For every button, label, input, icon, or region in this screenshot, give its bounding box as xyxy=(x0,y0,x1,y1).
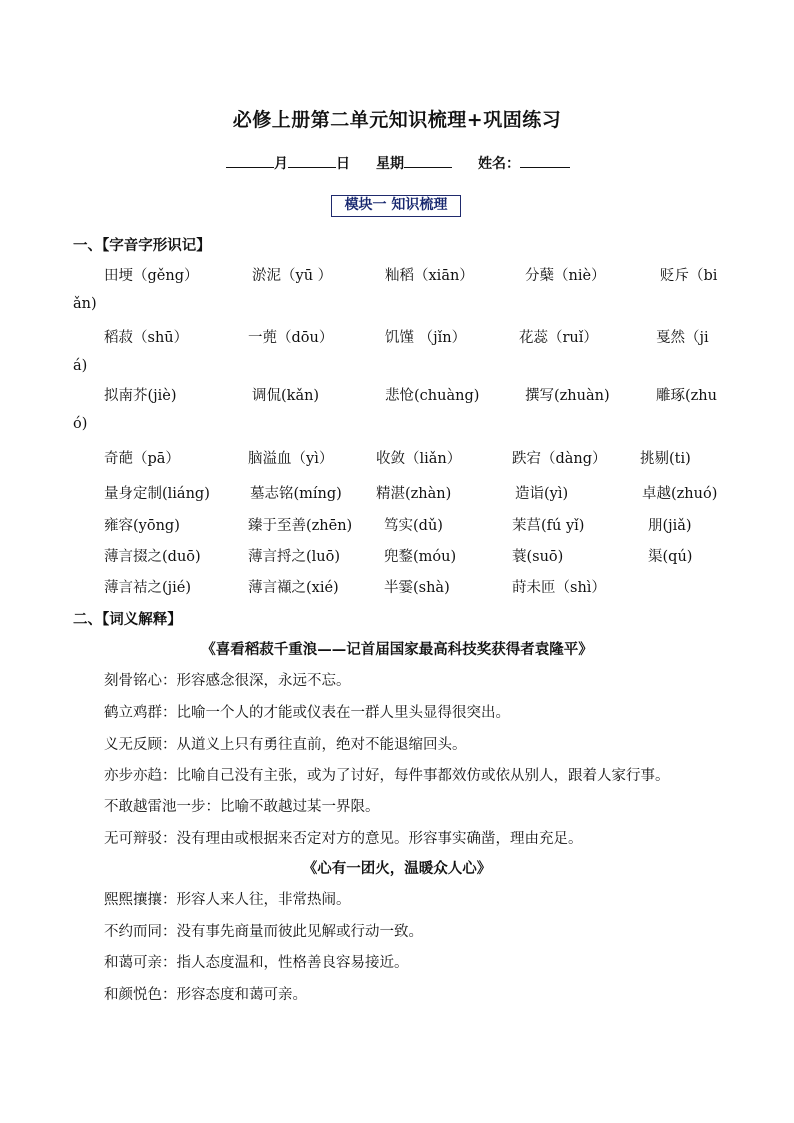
pinyin-row xyxy=(0,384,794,408)
pinyin-row xyxy=(0,416,794,440)
definition-item: 不约而同：没有事先商量而彼此见解或行动一致。 xyxy=(104,924,423,940)
pinyin-item: 脑溢血（yì） xyxy=(248,451,334,467)
pinyin-item: 墓志铭(míng) xyxy=(250,486,342,502)
pinyin-item: 薄言掇之(duō) xyxy=(104,549,201,565)
pinyin-item: 造诣(yì) xyxy=(515,486,569,502)
name-blank[interactable] xyxy=(520,153,570,168)
pinyin-item: 分蘖（niè） xyxy=(525,268,606,284)
pinyin-item: 雕琢(zhu xyxy=(656,388,717,404)
pinyin-item: 渠(qú) xyxy=(648,549,693,565)
pinyin-item: ǎn) xyxy=(73,296,97,312)
pinyin-item: 笃实(dǔ) xyxy=(384,518,443,534)
pinyin-item: 半霎(shà) xyxy=(384,580,450,596)
pinyin-item: 田埂（gěng） xyxy=(104,268,199,284)
pinyin-row xyxy=(0,482,794,506)
pinyin-item: 戛然（ji xyxy=(656,330,709,346)
pinyin-row xyxy=(0,358,794,382)
definition-item: 无可辩驳：没有理由或根据来否定对方的意见。形容事实确凿，理由充足。 xyxy=(104,831,583,847)
pinyin-item: 淤泥（yū ） xyxy=(252,268,333,284)
pinyin-item: 薄言襭之(xié) xyxy=(248,580,339,596)
pinyin-item: 籼稻（xiān） xyxy=(385,268,474,284)
name-label: 姓名： xyxy=(478,156,520,172)
pinyin-item: 卓越(zhuó) xyxy=(642,486,718,502)
definition-item: 和颜悦色：形容态度和蔼可亲。 xyxy=(104,987,307,1003)
week-label: 星期 xyxy=(376,156,404,172)
pinyin-item: 挑剔(ti) xyxy=(640,451,691,467)
pinyin-item: 莳未匝（shì） xyxy=(512,580,606,596)
pinyin-item: 奇葩（pā） xyxy=(104,451,180,467)
pinyin-item: 臻于至善(zhēn) xyxy=(248,518,353,534)
pinyin-item: 收敛（liǎn） xyxy=(376,451,462,467)
definition-item: 不敢越雷池一步：比喻不敢越过某一界限。 xyxy=(104,799,380,815)
pinyin-item: ó) xyxy=(73,416,88,432)
section-pronunciation-heading: 一、【字音字形识记】 xyxy=(73,238,211,254)
pinyin-item: 撰写(zhuàn) xyxy=(525,388,610,404)
pinyin-item: 茉莒(fú yǐ) xyxy=(512,518,585,534)
article-title-2: 《心有一团火，温暖众人心》 xyxy=(302,860,492,877)
pinyin-item: 跌宕（dàng） xyxy=(512,451,607,467)
pinyin-item: 调侃(kǎn) xyxy=(252,388,320,404)
page-title: 必修上册第二单元知识梳理+巩固练习 xyxy=(232,109,562,131)
definition-item: 刻骨铭心：形容感念很深，永远不忘。 xyxy=(104,673,351,689)
pinyin-item: á) xyxy=(73,358,88,374)
definition-item: 义无反顾：从道义上只有勇往直前，绝对不能退缩回头。 xyxy=(104,737,467,753)
pinyin-item: 一蔸（dōu） xyxy=(248,330,334,346)
pinyin-item: 雍容(yōng) xyxy=(104,518,180,534)
module-heading: 模块一 知识梳理 xyxy=(331,195,461,217)
day-blank[interactable] xyxy=(288,153,336,168)
pinyin-item: 贬斥（bi xyxy=(660,268,718,284)
pinyin-item: 量身定制(liáng) xyxy=(104,486,210,502)
article-title-1: 《喜看稻菽千重浪——记首届国家最高科技奖获得者袁隆平》 xyxy=(201,641,593,658)
date-name-line xyxy=(226,153,570,173)
pinyin-item: 拟南芥(jiè) xyxy=(104,388,177,404)
pinyin-item: 朋(jiǎ) xyxy=(648,518,692,534)
pinyin-item: 薄言袺之(jié) xyxy=(104,580,192,596)
pinyin-row xyxy=(0,545,794,569)
pinyin-row xyxy=(0,447,794,471)
day-label: 日 xyxy=(336,156,350,172)
pinyin-row xyxy=(0,514,794,538)
definition-item: 和蔼可亲：指人态度温和，性格善良容易接近。 xyxy=(104,955,409,971)
definition-item: 熙熙攘攘：形容人来人往，非常热闹。 xyxy=(104,892,351,908)
section-vocabulary-heading: 二、【词义解释】 xyxy=(73,612,182,628)
pinyin-item: 花蕊（ruǐ） xyxy=(519,330,598,346)
definition-item: 鹤立鸡群：比喻一个人的才能或仪表在一群人里头显得很突出。 xyxy=(104,705,510,721)
pinyin-item: 薄言捋之(luō) xyxy=(248,549,341,565)
pinyin-item: 蓑(suō) xyxy=(512,549,564,565)
pinyin-row xyxy=(0,296,794,320)
pinyin-row xyxy=(0,576,794,600)
pinyin-item: 饥馑 （jǐn） xyxy=(385,330,467,346)
pinyin-row xyxy=(0,264,794,288)
pinyin-item: 悲怆(chuàng) xyxy=(385,388,480,404)
week-blank[interactable] xyxy=(404,153,452,168)
pinyin-item: 兜鍪(móu) xyxy=(384,549,457,565)
pinyin-row xyxy=(0,326,794,350)
pinyin-item: 稻菽（shū） xyxy=(104,330,189,346)
month-blank[interactable] xyxy=(226,153,274,168)
definition-item: 亦步亦趋：比喻自己没有主张，或为了讨好，每件事都效仿或依从别人，跟着人家行事。 xyxy=(104,768,670,784)
month-label: 月 xyxy=(274,156,288,172)
pinyin-item: 精湛(zhàn) xyxy=(376,486,452,502)
